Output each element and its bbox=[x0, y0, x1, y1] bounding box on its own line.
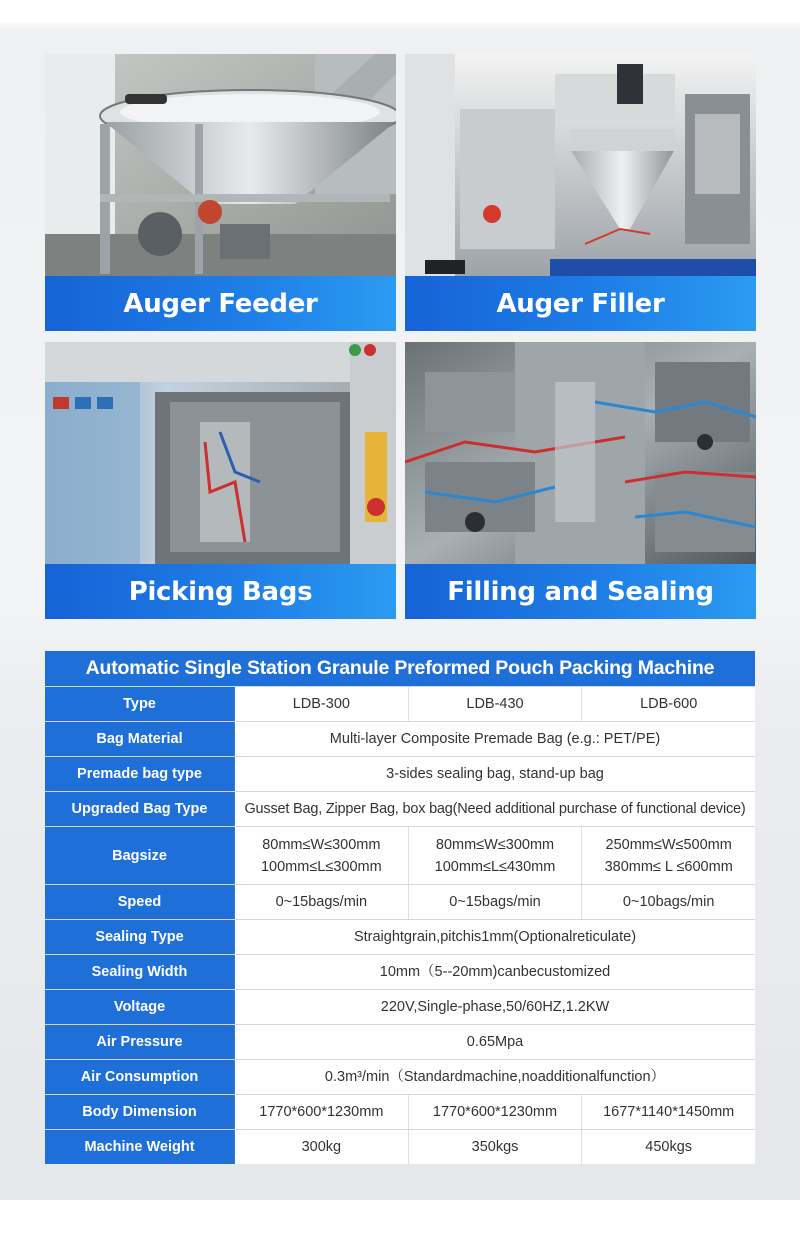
spec-row-machine-weight bbox=[45, 1129, 755, 1164]
spec-cell: Gusset Bag, Zipper Bag, box bag(Need additional purchase of functional device) bbox=[235, 792, 755, 826]
auger-feeder-banner bbox=[45, 276, 396, 331]
spec-label: Machine Weight bbox=[45, 1130, 235, 1164]
spec-label: Bag Material bbox=[45, 722, 235, 756]
spec-label: Type bbox=[45, 687, 235, 721]
spec-cell: 1770*600*1230mm bbox=[235, 1095, 408, 1129]
spec-row-body-dimension bbox=[45, 1094, 755, 1129]
bagsize-length: 100mm≤L≤430mm bbox=[434, 858, 556, 875]
spec-cell: Multi-layer Composite Premade Bag (e.g.: PET/PE) bbox=[235, 722, 755, 756]
spec-row-speed bbox=[45, 884, 755, 919]
bagsize-length: 380mm≤ L ≤600mm bbox=[604, 858, 733, 875]
picking-bags-banner bbox=[45, 564, 396, 619]
auger-feeder-photo bbox=[45, 54, 396, 276]
spec-row-air-consumption bbox=[45, 1059, 755, 1094]
spec-row-air-pressure bbox=[45, 1024, 755, 1059]
spec-table-title: Automatic Single Station Granule Preformed Pouch Packing Machine bbox=[45, 651, 755, 686]
spec-cell: 0~10bags/min bbox=[581, 885, 755, 919]
spec-label: Sealing Width bbox=[45, 955, 235, 989]
top-margin bbox=[0, 0, 800, 22]
spec-cell: 0.3m³/min（Standardmachine,noadditionalfunction） bbox=[235, 1060, 755, 1094]
spec-label: Voltage bbox=[45, 990, 235, 1024]
spec-row-sealing-width bbox=[45, 954, 755, 989]
bagsize-width: 80mm≤W≤300mm bbox=[435, 836, 555, 853]
spec-label: Speed bbox=[45, 885, 235, 919]
filling-sealing-label: Filling and Sealing bbox=[447, 576, 714, 607]
spec-cell: 0~15bags/min bbox=[408, 885, 582, 919]
spec-cell: 450kgs bbox=[581, 1130, 755, 1164]
spec-label: Upgraded Bag Type bbox=[45, 792, 235, 826]
spec-row-sealing-type bbox=[45, 919, 755, 954]
spec-cell: LDB-430 bbox=[408, 687, 582, 721]
picking-bags-tile bbox=[45, 342, 396, 619]
spec-cell: 1677*1140*1450mm bbox=[581, 1095, 755, 1129]
spec-label: Bagsize bbox=[45, 827, 235, 884]
spec-label: Premade bag type bbox=[45, 757, 235, 791]
spec-cell: 0~15bags/min bbox=[235, 885, 408, 919]
spec-label: Air Consumption bbox=[45, 1060, 235, 1094]
auger-filler-label: Auger Filler bbox=[496, 288, 665, 319]
bagsize-width: 80mm≤W≤300mm bbox=[262, 836, 381, 853]
spec-cell: Straightgrain,pitchis1mm(Optionalreticulate) bbox=[235, 920, 755, 954]
spec-label: Body Dimension bbox=[45, 1095, 235, 1129]
spec-cell: LDB-600 bbox=[581, 687, 755, 721]
spec-cell: 300kg bbox=[235, 1130, 408, 1164]
auger-filler-banner bbox=[405, 276, 756, 331]
spec-cell: 10mm（5--20mm)canbecustomized bbox=[235, 955, 755, 989]
spec-row-premade-bag-type bbox=[45, 756, 755, 791]
spec-cell: 1770*600*1230mm bbox=[408, 1095, 582, 1129]
spec-cell bbox=[408, 827, 582, 884]
spec-row-type bbox=[45, 686, 755, 721]
auger-feeder-tile bbox=[45, 54, 396, 331]
spec-label: Sealing Type bbox=[45, 920, 235, 954]
spec-cell bbox=[235, 827, 408, 884]
spec-cell: 350kgs bbox=[408, 1130, 582, 1164]
spec-cell: 0.65Mpa bbox=[235, 1025, 755, 1059]
spec-cell: LDB-300 bbox=[235, 687, 408, 721]
spec-table bbox=[45, 651, 755, 1164]
bottom-margin bbox=[0, 1200, 800, 1256]
filling-sealing-photo bbox=[405, 342, 756, 564]
spec-cell bbox=[581, 827, 755, 884]
auger-feeder-label: Auger Feeder bbox=[123, 288, 318, 319]
spec-label: Air Pressure bbox=[45, 1025, 235, 1059]
auger-filler-photo bbox=[405, 54, 756, 276]
spec-cell: 3-sides sealing bag, stand-up bag bbox=[235, 757, 755, 791]
spec-row-voltage bbox=[45, 989, 755, 1024]
spec-cell: 220V,Single-phase,50/60HZ,1.2KW bbox=[235, 990, 755, 1024]
picking-bags-label: Picking Bags bbox=[128, 576, 313, 607]
auger-filler-tile bbox=[405, 54, 756, 331]
filling-sealing-tile bbox=[405, 342, 756, 619]
spec-row-upgraded-bag-type bbox=[45, 791, 755, 826]
bagsize-length: 100mm≤L≤300mm bbox=[260, 858, 382, 875]
filling-sealing-banner bbox=[405, 564, 756, 619]
spec-row-bagsize bbox=[45, 826, 755, 884]
spec-row-bag-material bbox=[45, 721, 755, 756]
picking-bags-photo bbox=[45, 342, 396, 564]
bagsize-width: 250mm≤W≤500mm bbox=[605, 836, 732, 853]
